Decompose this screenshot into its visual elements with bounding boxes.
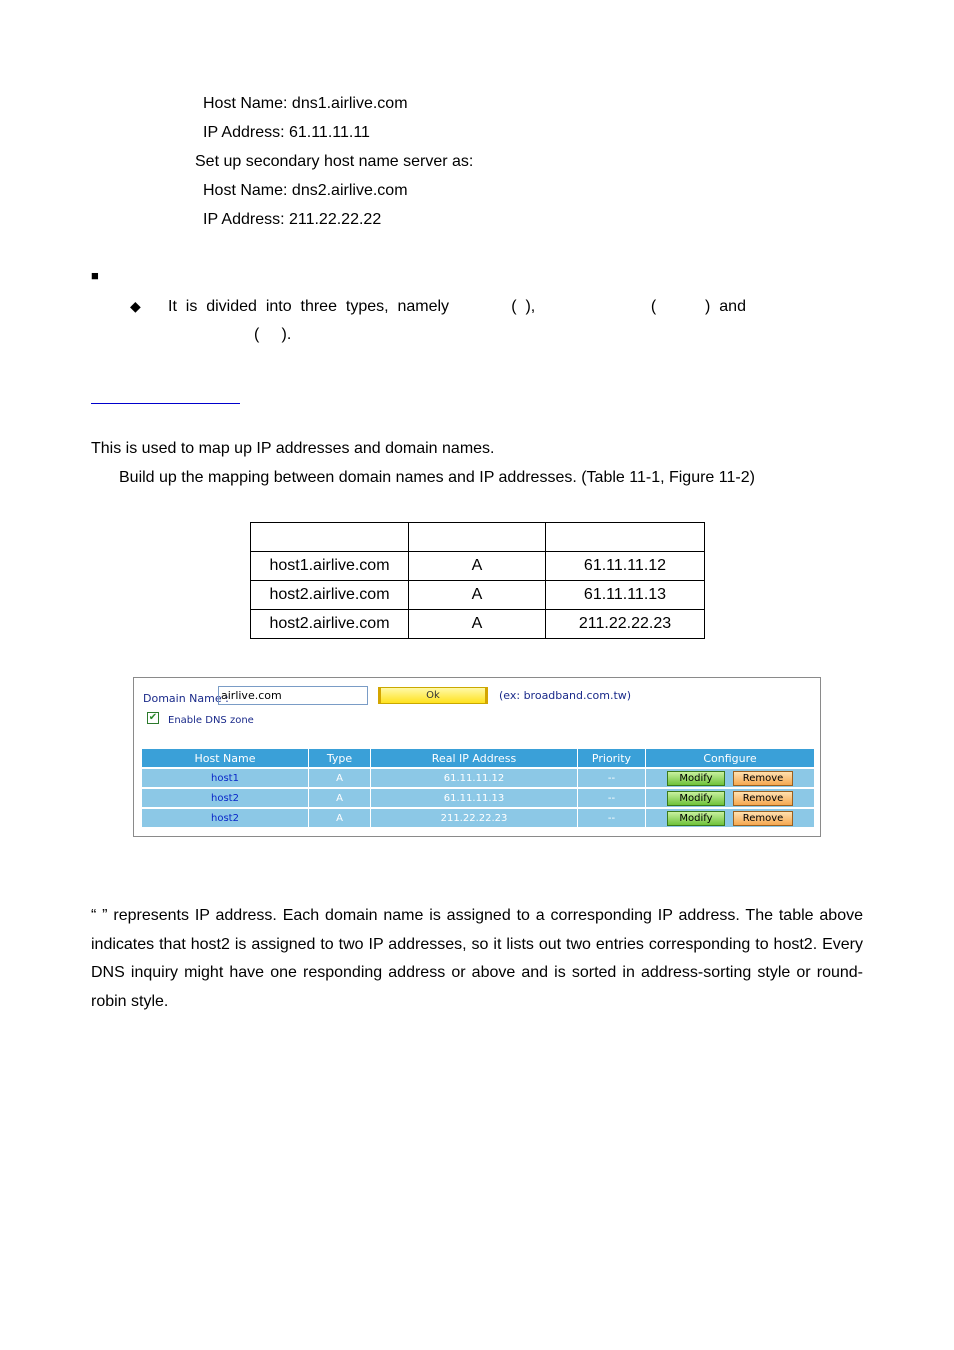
record-configure <box>646 768 815 788</box>
table-cell-type: A <box>409 552 546 581</box>
remove-button[interactable]: Remove <box>733 791 793 806</box>
enable-dns-zone-label: Enable DNS zone <box>168 715 254 726</box>
table-row <box>251 581 705 610</box>
types-line: It is divided into three types, namely ( ), ( ) and <box>168 298 746 315</box>
record-ip: 61.11.11.12 <box>371 768 578 788</box>
record-type: A <box>309 808 371 827</box>
explanation-paragraph: “ ” represents IP address. Each domain name is assigned to a corresponding IP address. The table above indicates that host2 is assigned to two IP addresses, so it lists out two entries corresponding to host2. Every DNS inquiry might have one responding address or above and is sorted in address-sorting style or round-robin style. <box>91 907 863 1011</box>
record-ip: 61.11.11.13 <box>371 788 578 808</box>
record-type: A <box>309 788 371 808</box>
table-header-row <box>251 523 705 552</box>
table-row <box>251 552 705 581</box>
col-configure: Configure <box>646 749 815 768</box>
ok-button[interactable]: Ok <box>378 687 488 704</box>
records-header-row <box>142 749 815 768</box>
section-description: This is used to map up IP addresses and domain names. <box>91 440 495 457</box>
col-type: Type <box>309 749 371 768</box>
remove-button[interactable]: Remove <box>733 771 793 786</box>
primary-ip-address: IP Address: 61.11.11.11 <box>203 124 370 141</box>
secondary-title: Set up secondary host name server as: <box>195 153 474 170</box>
host-link[interactable]: host2 <box>142 808 309 827</box>
modify-button[interactable]: Modify <box>667 811 725 826</box>
domain-name-label: Domain Name : <box>143 692 229 705</box>
table-row <box>142 808 815 827</box>
table-cell-type: A <box>409 581 546 610</box>
domain-name-input[interactable]: airlive.com <box>218 686 368 705</box>
table-header-cell <box>546 523 705 552</box>
table-header-cell <box>251 523 409 552</box>
table-cell-host: host2.airlive.com <box>251 581 409 610</box>
record-configure <box>646 808 815 827</box>
enable-dns-zone-checkbox[interactable]: ✔ <box>148 712 158 723</box>
host-link[interactable]: host2 <box>142 788 309 808</box>
col-real-ip: Real IP Address <box>371 749 578 768</box>
secondary-host-name: Host Name: dns2.airlive.com <box>203 182 408 199</box>
section-link-underline[interactable] <box>91 403 240 404</box>
primary-host-name: Host Name: dns1.airlive.com <box>203 95 408 112</box>
record-priority: -- <box>578 808 646 827</box>
table-row <box>142 788 815 808</box>
record-type: A <box>309 768 371 788</box>
table-header-cell <box>409 523 546 552</box>
table-cell-host: host1.airlive.com <box>251 552 409 581</box>
dns-records-table <box>142 749 815 827</box>
record-priority: -- <box>578 768 646 788</box>
diamond-bullet-icon: ◆ <box>130 298 141 314</box>
domain-example-hint: (ex: broadband.com.tw) <box>499 689 632 702</box>
table-cell-ip: 61.11.11.12 <box>546 552 705 581</box>
types-line-2: ( ). <box>254 326 292 343</box>
modify-button[interactable]: Modify <box>667 771 725 786</box>
table-cell-type: A <box>409 610 546 639</box>
square-bullet-icon: ■ <box>91 268 99 283</box>
table-row <box>251 610 705 639</box>
table-cell-host: host2.airlive.com <box>251 610 409 639</box>
record-configure <box>646 788 815 808</box>
table-cell-ip: 61.11.11.13 <box>546 581 705 610</box>
record-ip: 211.22.22.23 <box>371 808 578 827</box>
section-step: Build up the mapping between domain names and IP addresses. (Table 11-1, Figure 11-2) <box>119 469 755 486</box>
modify-button[interactable]: Modify <box>667 791 725 806</box>
col-host-name: Host Name <box>142 749 309 768</box>
dns-config-panel <box>133 677 821 837</box>
table-cell-ip: 211.22.22.23 <box>546 610 705 639</box>
col-priority: Priority <box>578 749 646 768</box>
table-row <box>142 768 815 788</box>
mapping-table <box>250 522 705 639</box>
host-link[interactable]: host1 <box>142 768 309 788</box>
remove-button[interactable]: Remove <box>733 811 793 826</box>
secondary-ip-address: IP Address: 211.22.22.22 <box>203 211 382 228</box>
record-priority: -- <box>578 788 646 808</box>
